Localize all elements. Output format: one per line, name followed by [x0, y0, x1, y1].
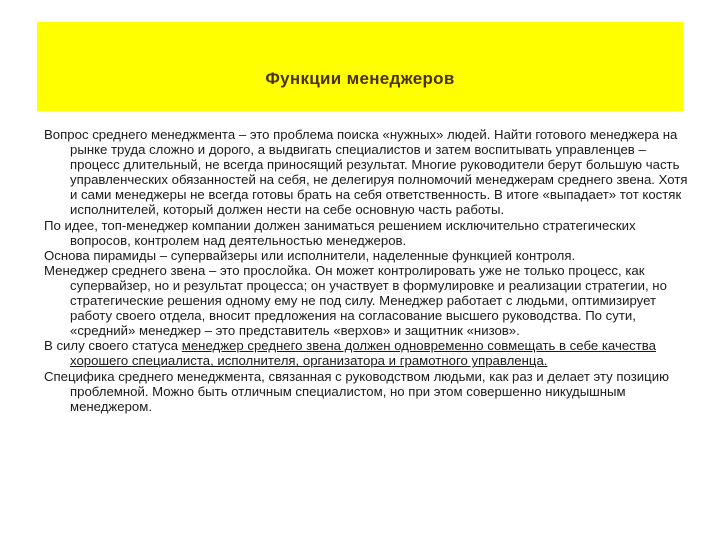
paragraph-middle-management-problem: Вопрос среднего менеджмента – это проблема поиска «нужных» людей. Найти готового менеджера на рынке труда сложно и дорого, а выдвигать специалистов и затем воспитывать управленцев – процесс длительный, не всегда приносящий результат. Многие руководители берут большую часть управленческих обязанностей на себя, не делегируя полномочий менеджерам среднего звена. Хотя и сами менеджеры не всегда готовы брать на себя ответственность. В итоге «выпадает» тот костяк исполнителей, который должен нести на себе основную часть работы. [44, 127, 688, 218]
paragraph-specifics: Специфика среднего менеджмента, связанная с руководством людьми, как раз и делает эту позицию проблемной. Можно быть отличным специалистом, но при этом совершенно никудышным менеджером. [44, 368, 669, 414]
paragraph-status-qualities [44, 338, 692, 368]
slide-title: Функции менеджеров [265, 69, 455, 88]
title-banner [37, 22, 683, 111]
slide-body [44, 127, 692, 414]
paragraph-middle-manager-layer: Менеджер среднего звена – это прослойка. Он может контролировать уже не только процесс, как супервайзер, но и результат процесса; он участвует в формулировке и реализации стратегии, но стратегические решения одному ему не под силу. Менеджер работает с людьми, оптимизирует работу своего отдела, вносит предложения на согласование высшего руководства. По сути, «средний» менеджер – это представитель «верхов» и защитник «низов». [44, 262, 667, 339]
paragraph-top-manager-role: По идее, топ-менеджер компании должен заниматься решением исключительно стратегических вопросов, контролем над деятельностью менеджеров. [44, 217, 636, 248]
underlined-qualities-text: менеджер среднего звена должен одновременно совмещать в себе качества хорошего специалиста, исполнителя, организатора и грамотного управленца. [70, 338, 657, 369]
status-intro-text: В силу своего статуса [44, 338, 182, 354]
paragraph-pyramid-base: Основа пирамиды – супервайзеры или исполнители, наделенные функцией контроля. [44, 247, 576, 263]
